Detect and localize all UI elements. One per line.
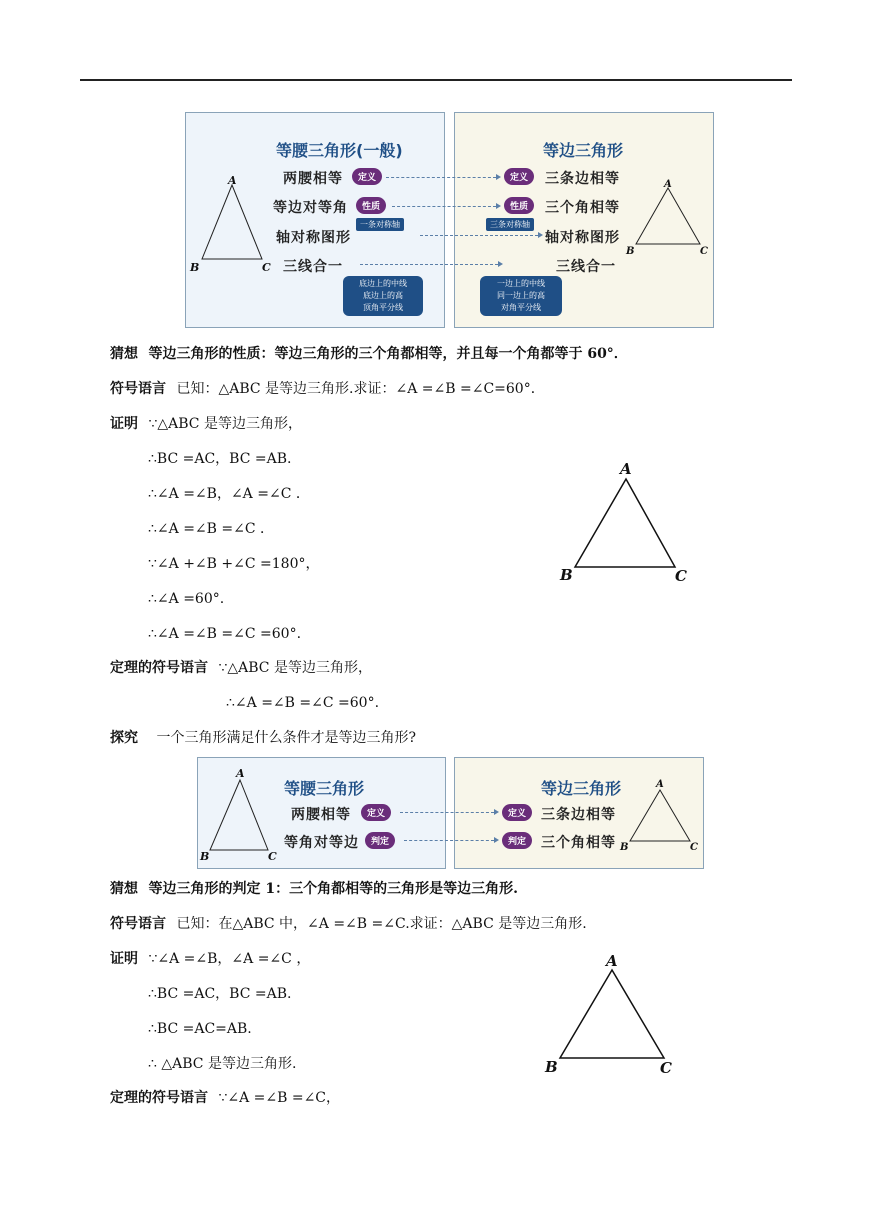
isosceles-triangle-small [190, 175, 270, 275]
definition-pill: 定义 [361, 804, 391, 821]
property-pill: 性质 [356, 197, 386, 214]
proof-2-first: 证明 ∵∠A =∠B，∠A =∠C ， [110, 951, 311, 967]
definition-pill: 定义 [504, 168, 534, 185]
svg-text:B: B [545, 1058, 558, 1076]
proof-2-line: ∴ △ABC 是等边三角形. [148, 1056, 297, 1072]
property-pill: 性质 [504, 197, 534, 214]
isosceles-title: 等腰三角形(一般) [276, 141, 403, 160]
arrow [496, 174, 501, 180]
svg-text:B: B [200, 850, 210, 863]
label-a: A [228, 174, 237, 187]
svg-text:A: A [236, 767, 245, 780]
svg-text:B: B [626, 246, 635, 257]
theorem-1-first: 定理的符号语言 ∵△ABC 是等边三角形， [110, 660, 372, 676]
svg-text:C: C [675, 567, 687, 585]
symbol-language-2: 符号语言 已知：在△ABC 中，∠A =∠B =∠C.求证：△ABC 是等边三角形. [110, 916, 587, 932]
one-axis-tag: 一条对称轴 [356, 218, 404, 231]
svg-text:C: C [268, 850, 277, 863]
arrow [496, 203, 501, 209]
proof-1-line: ∴∠A =60°. [148, 591, 225, 607]
row-legs-equal: 两腰相等 [283, 171, 343, 187]
row-three-lines: 三线合一 [283, 259, 343, 275]
label-c: C [262, 261, 271, 274]
triangle-abc-2 [542, 952, 682, 1082]
arrow [498, 261, 503, 267]
proof-1-line: ∴BC =AC，BC =AB. [148, 451, 292, 467]
theorem-1-second: ∴∠A =∠B =∠C =60°. [226, 695, 380, 711]
svg-text:B: B [560, 566, 573, 584]
isosceles-title: 等腰三角形 [284, 779, 365, 798]
equilateral-three-lines-bubble: 一边上的中线 同一边上的高 对角平分线 [480, 276, 562, 316]
svg-text:A: A [664, 179, 672, 190]
proof-1-line: ∵∠A +∠B +∠C =180°， [148, 556, 320, 572]
arrow [494, 809, 499, 815]
row-three-sides-equal: 三条边相等 [541, 807, 616, 823]
arrow [538, 232, 543, 238]
isosceles-triangle-small-2 [198, 766, 278, 861]
isosceles-three-lines-bubble: 底边上的中线 底边上的高 顶角平分线 [343, 276, 423, 316]
proof-1-line: ∴∠A =∠B，∠A =∠C ． [148, 486, 310, 502]
svg-text:A: A [656, 779, 664, 790]
row-legs-equal: 两腰相等 [291, 807, 351, 823]
row-equal-sides-equal-angles: 等边对等角 [273, 200, 348, 216]
explore: 探究 一个三角形满足什么条件才是等边三角形? [110, 730, 416, 746]
row-equal-angles-equal-sides: 等角对等边 [284, 835, 359, 851]
svg-text:A: A [620, 460, 632, 478]
proof-2-line: ∴BC =AC=AB. [148, 1021, 252, 1037]
equilateral-title: 等边三角形 [541, 779, 622, 798]
header-rule [80, 79, 792, 81]
equilateral-triangle-small-2 [618, 776, 708, 856]
equilateral-triangle-small [624, 176, 714, 256]
three-axes-tag: 三条对称轴 [486, 218, 534, 231]
label-b: B [190, 261, 200, 274]
svg-text:A: A [606, 952, 618, 970]
row-axis-symmetric: 轴对称图形 [545, 230, 620, 246]
judgement-pill: 判定 [365, 832, 395, 849]
row-axis-symmetric: 轴对称图形 [276, 230, 351, 246]
proof-1-line: ∴∠A =∠B =∠C ． [148, 521, 275, 537]
guess-1: 猜想 等边三角形的性质：等边三角形的三个角都相等，并且每一个角都等于 60°． [110, 346, 628, 362]
proof-2-line: ∴BC =AC，BC =AB. [148, 986, 292, 1002]
proof-1-line: ∴∠A =∠B =∠C =60°. [148, 626, 302, 642]
equilateral-title: 等边三角形 [543, 141, 624, 160]
arrow [494, 837, 499, 843]
theorem-2-first: 定理的符号语言 ∵∠A =∠B =∠C， [110, 1090, 341, 1106]
svg-text:C: C [660, 1059, 672, 1077]
definition-pill: 定义 [502, 804, 532, 821]
symbol-language-1: 符号语言 已知：△ABC 是等边三角形.求证：∠A =∠B =∠C=60°． [110, 381, 545, 397]
row-three-angles-equal: 三个角相等 [541, 835, 616, 851]
row-three-sides-equal: 三条边相等 [545, 171, 620, 187]
judgement-pill: 判定 [502, 832, 532, 849]
svg-text:B: B [620, 842, 629, 853]
triangle-abc-1 [558, 460, 698, 590]
svg-text:C: C [690, 842, 698, 853]
proof-1-first: 证明 ∵△ABC 是等边三角形， [110, 416, 302, 432]
definition-pill: 定义 [352, 168, 382, 185]
row-three-lines: 三线合一 [556, 259, 616, 275]
guess-2: 猜想 等边三角形的判定 1：三个角都相等的三角形是等边三角形. [110, 881, 518, 897]
row-three-angles-equal: 三个角相等 [545, 200, 620, 216]
svg-text:C: C [700, 246, 708, 257]
